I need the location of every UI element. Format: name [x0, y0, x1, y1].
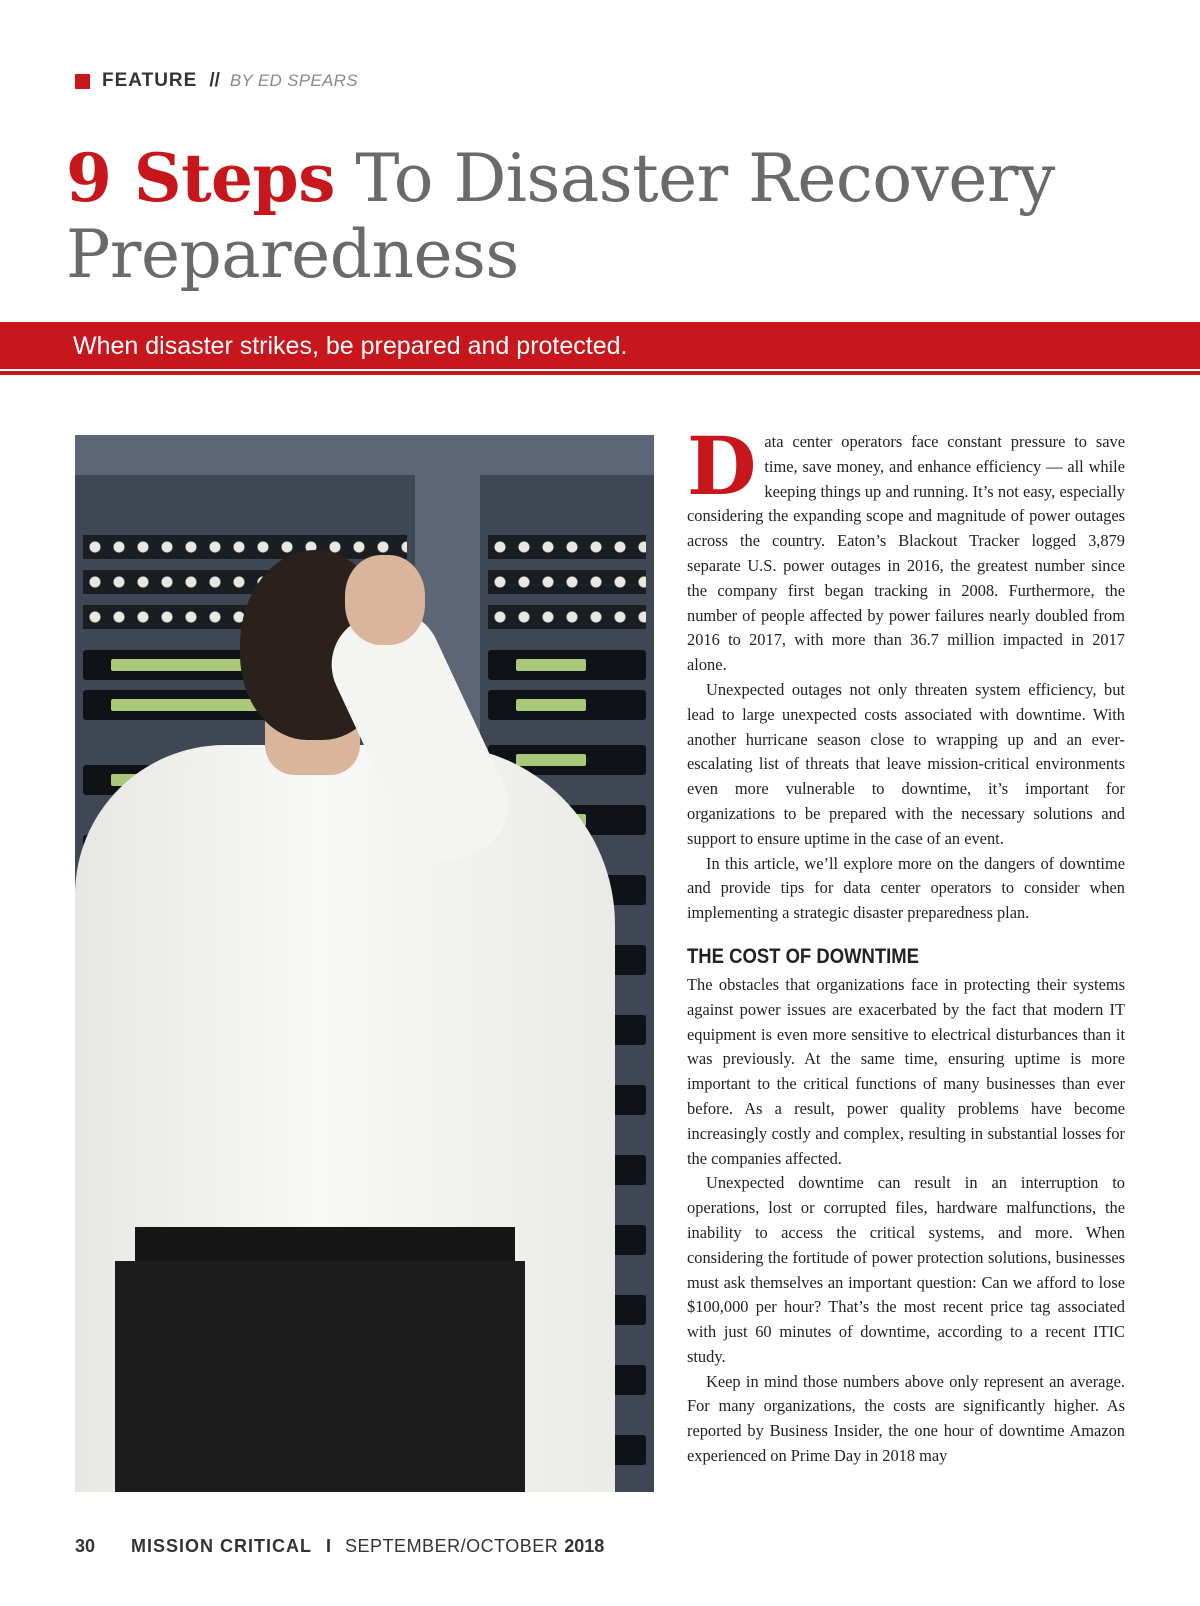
patch-panel	[488, 570, 646, 594]
byline: BY ED SPEARS	[229, 71, 358, 90]
person-belt	[135, 1227, 515, 1263]
article-photo	[75, 435, 654, 1492]
drop-cap: D	[687, 419, 757, 513]
title-rest: To Disaster Recovery Preparedness	[66, 140, 1055, 293]
footer-separator: I	[326, 1536, 332, 1556]
issue-year: 2018	[564, 1536, 605, 1556]
patch-panel	[83, 535, 407, 559]
section-heading: THE COST OF DOWNTIME	[687, 944, 920, 968]
red-square-icon	[75, 74, 90, 89]
kicker-separator: //	[209, 70, 220, 91]
paragraph: The obstacles that organizations face in protecting their systems against power issues are exacerbated by the fact that modern IT equipment is even more sensitive to electrical disturbances than it was previously. At the same time, ensuring uptime is more important to the critical functions of many businesses than ever before. As a result, power quality problems have become increasingly costly and complex, resulting in substantial losses for the companies affected.	[687, 974, 1125, 1168]
patch-panel	[488, 535, 646, 559]
paragraph-text: ata center operators face constant pressure to save time, save money, and enhance efficiency — all while keeping things up and running. It’s not easy, especially considering the expanding scope and magnitude of power outages across the country. Eaton’s Blackout Tracker logged 3,879 separate U.S. power outages in 2016, the greatest number since the company first began tracking in 2008. Furthermore, the number of people affected by power failures nearly doubled from 2016 to 2017, with more than 36.7 million impacted in 2017 alone.	[687, 432, 1125, 675]
paragraph: Keep in mind those numbers above only represent an average. For many organizations, the costs are significantly higher. As reported by Business Insider, the one hour of downtime Amazon experienced on Prime Day in 2018 may	[687, 1371, 1125, 1466]
paragraph	[687, 419, 1125, 678]
magazine-name: MISSION CRITICAL	[131, 1536, 313, 1556]
rack-unit	[488, 690, 646, 720]
title-highlight: 9 Steps	[66, 139, 335, 217]
subtitle: When disaster strikes, be prepared and protected.	[73, 332, 628, 360]
article-body	[687, 419, 1125, 1469]
paragraph: In this article, we’ll explore more on the dangers of downtime and provide tips for data center operators to consider when implementing a strategic disaster preparedness plan.	[687, 853, 1125, 923]
subtitle-banner	[0, 322, 1200, 375]
person-hand	[345, 555, 425, 645]
paragraph: Unexpected outages not only threaten system efficiency, but lead to large unexpected costs associated with downtime. With another hurricane season close to wrapping up and an ever-escalating list of threats that leave mission-critical environments even more vulnerable to downtime, it’s important for organizations to be prepared with the necessary solutions and support to ensure uptime in the case of an event.	[687, 679, 1125, 848]
section-kicker	[75, 70, 358, 92]
person-pants	[115, 1261, 525, 1492]
page-footer	[75, 1536, 604, 1557]
paragraph: Unexpected downtime can result in an interruption to operations, lost or corrupted files, hardware malfunctions, the inability to access the critical systems, and more. When considering the fortitude of power protection solutions, businesses must ask themselves an important question: Can we afford to lose $100,000 per hour? That’s the most recent price tag associated with just 60 minutes of downtime, according to a recent ITIC study.	[687, 1173, 1125, 1366]
article-title	[66, 140, 1146, 293]
issue-date: SEPTEMBER/OCTOBER	[345, 1536, 559, 1556]
patch-panel	[488, 605, 646, 629]
page-number: 30	[75, 1536, 96, 1556]
banner-rule	[0, 369, 1200, 371]
section-label: FEATURE	[102, 70, 198, 91]
rack-unit	[488, 650, 646, 680]
